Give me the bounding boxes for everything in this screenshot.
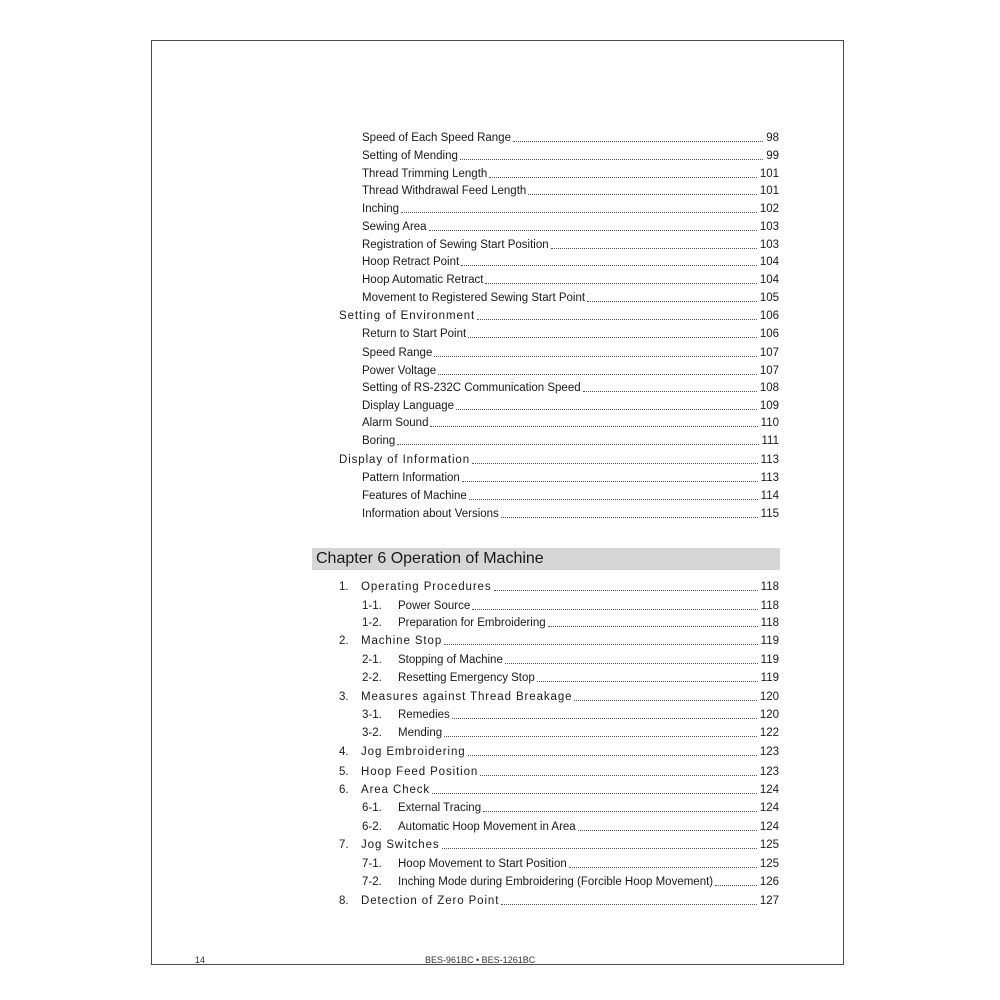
dot-leader [461, 265, 757, 266]
toc-entry [362, 798, 779, 815]
toc-entry-page-number: 101 [759, 168, 779, 180]
toc-entry-page-number: 120 [759, 691, 779, 703]
toc-entry-page-number: 120 [759, 709, 779, 721]
toc-entry-title: Measures against Thread Breakage [361, 691, 573, 703]
toc-entry [362, 199, 779, 216]
toc-entry-title: Stopping of Machine [398, 654, 503, 666]
toc-entry-page-number: 125 [759, 858, 779, 870]
dot-leader [480, 775, 757, 776]
toc-entry-title: Setting of RS-232C Communication Speed [362, 382, 581, 394]
toc-entry [362, 468, 779, 485]
toc-entry-page-number: 111 [761, 435, 779, 447]
toc-entry-title: Power Voltage [362, 365, 437, 377]
toc-entry-number: 6-1. [362, 802, 382, 814]
toc-entry-title: Inching Mode during Embroidering (Forcible Hoop Movement) [398, 876, 714, 888]
toc-entry [362, 396, 779, 413]
toc-entry-page-number: 124 [759, 802, 779, 814]
footer-page-number: 14 [195, 955, 206, 965]
dot-leader [456, 409, 757, 410]
toc-entry-number: 7. [339, 839, 349, 851]
toc-entry-title: Registration of Sewing Start Position [362, 239, 549, 251]
dot-leader [432, 793, 757, 794]
toc-entry-page-number: 104 [759, 256, 779, 268]
dot-leader [574, 700, 756, 701]
dot-leader [397, 444, 758, 445]
toc-entry [339, 577, 779, 594]
toc-entry-page-number: 113 [760, 454, 779, 466]
dot-leader [537, 681, 758, 682]
toc-entry [362, 181, 779, 198]
toc-entry-title: Information about Versions [362, 508, 499, 520]
chapter-heading: Chapter 6 Operation of Machine [312, 548, 780, 570]
toc-entry [362, 413, 779, 430]
toc-entry [362, 723, 779, 740]
dot-leader [583, 391, 757, 392]
toc-entry [362, 128, 779, 145]
toc-entry [339, 306, 779, 323]
toc-entry-title: Thread Withdrawal Feed Length [362, 185, 527, 197]
toc-entry-page-number: 126 [759, 876, 779, 888]
dot-leader [438, 374, 757, 375]
toc-entry [362, 378, 779, 395]
dot-leader [442, 848, 757, 849]
toc-entry [362, 486, 779, 503]
toc-entry [362, 431, 779, 448]
toc-entry-number: 7-2. [362, 876, 382, 888]
toc-entry-title: Hoop Movement to Start Position [398, 858, 567, 870]
toc-entry-title: Speed Range [362, 347, 433, 359]
toc-entry-title: Jog Embroidering [361, 746, 466, 758]
dot-leader [494, 590, 758, 591]
dot-leader [501, 517, 758, 518]
toc-entry-title: Remedies [398, 709, 450, 721]
toc-entry-page-number: 108 [759, 382, 779, 394]
toc-entry-page-number: 109 [759, 400, 779, 412]
toc-entry-number: 1. [339, 581, 349, 593]
toc-entry-number: 6. [339, 784, 349, 796]
toc-entry-page-number: 125 [759, 839, 779, 851]
toc-entry-page-number: 103 [759, 239, 779, 251]
toc-entry [362, 361, 779, 378]
dot-leader [587, 301, 757, 302]
toc-entry-title: Area Check [361, 784, 431, 796]
toc-entry [339, 687, 779, 704]
toc-entry-title: Features of Machine [362, 490, 467, 502]
dot-leader [505, 663, 758, 664]
toc-entry-title: Jog Switches [361, 839, 440, 851]
toc-entry-page-number: 104 [759, 274, 779, 286]
toc-entry-page-number: 102 [759, 203, 779, 215]
toc-entry-number: 2-1. [362, 654, 382, 666]
toc-entry-number: 3. [339, 691, 349, 703]
toc-entry-title: Power Source [398, 600, 471, 612]
dot-leader [501, 904, 756, 905]
toc-entry [362, 217, 779, 234]
toc-entry-title: Hoop Automatic Retract [362, 274, 484, 286]
dot-leader [469, 499, 758, 500]
toc-entry-page-number: 101 [759, 185, 779, 197]
toc-entry-page-number: 127 [759, 895, 779, 907]
toc-entry [362, 650, 779, 667]
toc-entry-number: 5. [339, 766, 349, 778]
dot-leader [472, 609, 757, 610]
toc-entry-number: 4. [339, 746, 349, 758]
dot-leader [569, 867, 757, 868]
toc-entry-page-number: 123 [759, 746, 779, 758]
toc-entry-title: Inching [362, 203, 400, 215]
toc-entry-page-number: 103 [759, 221, 779, 233]
toc-entry-number: 3-1. [362, 709, 382, 721]
toc-entry [362, 343, 779, 360]
toc-entry [362, 872, 779, 889]
toc-entry [362, 613, 779, 630]
toc-entry [362, 164, 779, 181]
toc-entry [362, 146, 779, 163]
toc-entry-page-number: 119 [760, 672, 779, 684]
toc-entry-title: Preparation for Embroidering [398, 617, 546, 629]
footer-model-name: BES-961BC • BES-1261BC [425, 955, 536, 965]
toc-entry-page-number: 118 [760, 617, 779, 629]
dot-leader [485, 283, 756, 284]
toc-entry-number: 3-2. [362, 727, 382, 739]
dot-leader [430, 426, 757, 427]
toc-entry [362, 668, 779, 685]
dot-leader [468, 337, 757, 338]
toc-entry-number: 6-2. [362, 821, 382, 833]
toc-entry-title: Pattern Information [362, 472, 460, 484]
toc-entry-title: Speed of Each Speed Range [362, 132, 511, 144]
dot-leader [472, 463, 758, 464]
toc-entry [362, 504, 779, 521]
toc-entry [362, 252, 779, 269]
dot-leader [578, 830, 757, 831]
toc-entry [339, 762, 779, 779]
dot-leader [548, 626, 758, 627]
toc-entry [339, 742, 779, 759]
toc-entry [339, 450, 779, 467]
toc-entry-title: Setting of Mending [362, 150, 458, 162]
dot-leader [715, 885, 757, 886]
toc-entry-title: External Tracing [398, 802, 482, 814]
toc-entry [339, 780, 779, 797]
toc-entry-title: Resetting Emergency Stop [398, 672, 535, 684]
toc-entry [362, 596, 779, 613]
toc-entry-title: Movement to Registered Sewing Start Point [362, 292, 586, 304]
toc-entry-page-number: 110 [760, 417, 779, 429]
toc-entry-page-number: 118 [760, 600, 779, 612]
toc-entry-page-number: 99 [766, 150, 779, 162]
toc-entry [362, 705, 779, 722]
toc-entry-page-number: 119 [760, 635, 779, 647]
toc-entry-title: Sewing Area [362, 221, 427, 233]
dot-leader [513, 141, 763, 142]
toc-entry-page-number: 107 [759, 347, 779, 359]
toc-entry-number: 7-1. [362, 858, 382, 870]
toc-entry-title: Mending [398, 727, 443, 739]
toc-entry-page-number: 107 [759, 365, 779, 377]
toc-entry [362, 270, 779, 287]
dot-leader [489, 177, 757, 178]
toc-entry-page-number: 114 [760, 490, 779, 502]
toc-entry-page-number: 113 [760, 472, 779, 484]
toc-entry-page-number: 115 [760, 508, 779, 520]
dot-leader [468, 755, 757, 756]
toc-entry-title: Operating Procedures [361, 581, 492, 593]
toc-entry-page-number: 124 [759, 784, 779, 796]
toc-entry-page-number: 98 [766, 132, 779, 144]
dot-leader [483, 811, 757, 812]
dot-leader [462, 481, 758, 482]
toc-entry-number: 2. [339, 635, 349, 647]
toc-entry-title: Detection of Zero Point [361, 895, 500, 907]
toc-entry-title: Alarm Sound [362, 417, 429, 429]
dot-leader [551, 248, 757, 249]
toc-entry [362, 288, 779, 305]
toc-entry-title: Hoop Retract Point [362, 256, 460, 268]
toc-entry [362, 817, 779, 834]
toc-entry-title: Machine Stop [361, 635, 443, 647]
toc-entry-title: Automatic Hoop Movement in Area [398, 821, 576, 833]
toc-entry-page-number: 123 [759, 766, 779, 778]
dot-leader [444, 736, 757, 737]
toc-entry-number: 1-1. [362, 600, 382, 612]
toc-entry-title: Return to Start Point [362, 328, 467, 340]
dot-leader [401, 212, 757, 213]
toc-entry-number: 8. [339, 895, 349, 907]
dot-leader [452, 718, 757, 719]
toc-entry-page-number: 124 [759, 821, 779, 833]
dot-leader [460, 159, 763, 160]
toc-entry [362, 854, 779, 871]
toc-entry-page-number: 106 [759, 310, 779, 322]
toc-entry-page-number: 118 [760, 581, 779, 593]
dot-leader [444, 644, 758, 645]
dot-leader [429, 230, 757, 231]
toc-entry-title: Hoop Feed Position [361, 766, 479, 778]
toc-entry-title: Thread Trimming Length [362, 168, 488, 180]
toc-entry-page-number: 106 [759, 328, 779, 340]
toc-entry-page-number: 105 [759, 292, 779, 304]
toc-entry-title: Display of Information [339, 454, 471, 466]
toc-entry-title: Setting of Environment [339, 310, 476, 322]
toc-entry-page-number: 119 [760, 654, 779, 666]
toc-entry-number: 2-2. [362, 672, 382, 684]
toc-entry [339, 631, 779, 648]
toc-entry-title: Display Language [362, 400, 455, 412]
toc-entry-number: 1-2. [362, 617, 382, 629]
dot-leader [434, 356, 756, 357]
dot-leader [528, 194, 757, 195]
dot-leader [477, 319, 757, 320]
toc-entry-page-number: 122 [759, 727, 779, 739]
toc-entry-title: Boring [362, 435, 396, 447]
toc-entry [362, 324, 779, 341]
toc-entry [362, 235, 779, 252]
toc-entry [339, 835, 779, 852]
toc-entry [339, 891, 779, 908]
